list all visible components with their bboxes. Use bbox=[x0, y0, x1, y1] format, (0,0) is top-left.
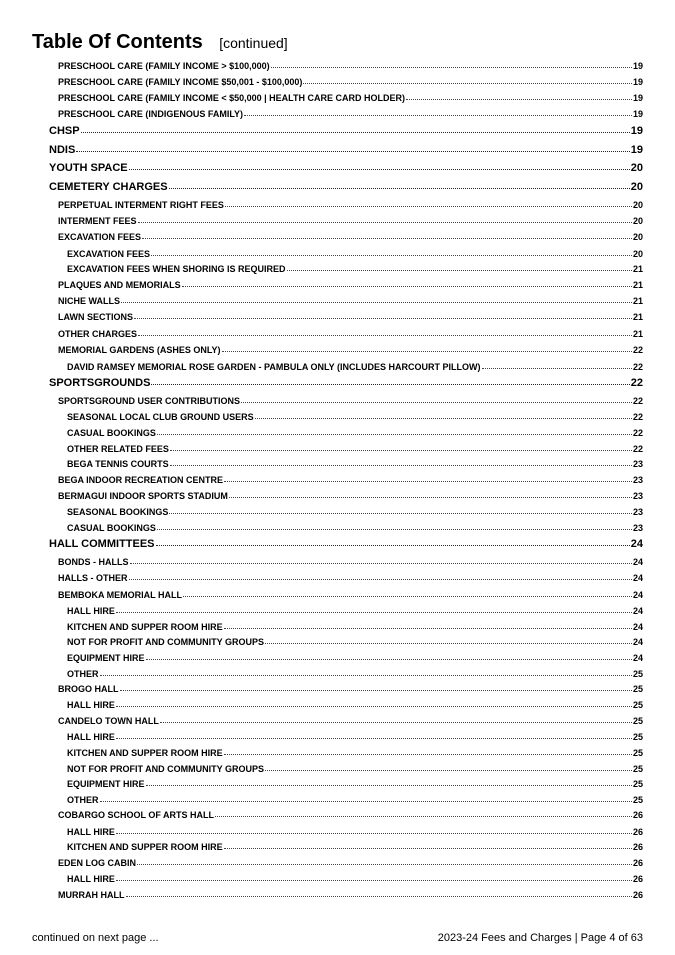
toc-entry-page: 19 bbox=[632, 93, 643, 103]
toc-entry-page: 25 bbox=[632, 779, 643, 789]
toc-entry-page: 23 bbox=[632, 507, 643, 517]
toc-entry-label: LAWN SECTIONS bbox=[58, 312, 134, 322]
toc-entry-label: CEMETERY CHARGES bbox=[49, 181, 168, 193]
toc-entry-label: HALLS - OTHER bbox=[58, 573, 128, 583]
toc-leader-dots bbox=[169, 180, 630, 190]
toc-entry-label: PRESCHOOL CARE (FAMILY INCOME > $100,000) bbox=[58, 61, 270, 71]
toc-entry-page: 26 bbox=[632, 842, 643, 852]
toc-entry-page: 19 bbox=[630, 144, 643, 156]
toc-leader-dots bbox=[229, 489, 632, 499]
toc-leader-dots bbox=[100, 793, 632, 803]
toc-entry-label: SEASONAL LOCAL CLUB GROUND USERS bbox=[67, 412, 254, 422]
toc-entry-label: DAVID RAMSEY MEMORIAL ROSE GARDEN - PAMBULA ONLY (INCLUDES HARCOURT PILLOW) bbox=[67, 362, 481, 372]
toc-entry-label: HALL HIRE bbox=[67, 874, 115, 884]
toc-leader-dots bbox=[224, 746, 632, 756]
toc-leader-dots bbox=[265, 635, 632, 645]
toc-entry[interactable] bbox=[67, 635, 643, 650]
toc-entry[interactable] bbox=[67, 521, 643, 536]
toc-leader-dots bbox=[241, 394, 632, 404]
toc-leader-dots bbox=[244, 107, 632, 117]
toc-entry[interactable] bbox=[58, 571, 643, 586]
toc-entry-page: 19 bbox=[632, 77, 643, 87]
toc-leader-dots bbox=[215, 808, 632, 818]
toc-leader-dots bbox=[134, 310, 632, 320]
toc-entry-label: KITCHEN AND SUPPER ROOM HIRE bbox=[67, 622, 223, 632]
toc-entry-page: 24 bbox=[632, 653, 643, 663]
toc-entry[interactable] bbox=[67, 604, 643, 619]
toc-entry[interactable] bbox=[49, 143, 643, 158]
toc-entry-label: HALL HIRE bbox=[67, 732, 115, 742]
toc-leader-dots bbox=[137, 856, 632, 866]
toc-entry[interactable] bbox=[58, 343, 643, 358]
toc-leader-dots bbox=[160, 714, 632, 724]
toc-entry[interactable] bbox=[58, 75, 643, 90]
toc-entry-page: 20 bbox=[630, 181, 643, 193]
toc-entry-label: BERMAGUI INDOOR SPORTS STADIUM bbox=[58, 491, 228, 501]
toc-entry-label: PRESCHOOL CARE (INDIGENOUS FAMILY) bbox=[58, 109, 244, 119]
toc-entry[interactable] bbox=[58, 294, 643, 309]
toc-leader-dots bbox=[116, 872, 632, 882]
toc-entry-label: INTERMENT FEES bbox=[58, 216, 137, 226]
toc-entry-label: SPORTSGROUND USER CONTRIBUTIONS bbox=[58, 396, 241, 406]
toc-entry[interactable] bbox=[67, 505, 643, 520]
toc-entry-label: BEGA TENNIS COURTS bbox=[67, 459, 169, 469]
toc-entry[interactable] bbox=[67, 746, 643, 761]
toc-entry-label: BROGO HALL bbox=[58, 684, 119, 694]
toc-entry-page: 19 bbox=[632, 61, 643, 71]
toc-leader-dots bbox=[224, 840, 632, 850]
toc-entry-label: EXCAVATION FEES bbox=[67, 249, 151, 259]
toc-entry-label: EXCAVATION FEES WHEN SHORING IS REQUIRED bbox=[67, 264, 286, 274]
page-title: Table Of Contents bbox=[32, 31, 203, 53]
toc-leader-dots bbox=[151, 376, 629, 386]
toc-entry-page: 24 bbox=[632, 637, 643, 647]
toc-entry-label: YOUTH SPACE bbox=[49, 162, 128, 174]
toc-entry-label: HALL HIRE bbox=[67, 700, 115, 710]
toc-leader-dots bbox=[222, 343, 632, 353]
toc-entry[interactable] bbox=[67, 825, 643, 840]
toc-entry-page: 24 bbox=[630, 538, 643, 550]
toc-leader-dots bbox=[182, 278, 632, 288]
toc-entry[interactable] bbox=[67, 457, 643, 472]
toc-entry-page: 20 bbox=[632, 249, 643, 259]
toc-entry-page: 23 bbox=[632, 459, 643, 469]
toc-entry-page: 20 bbox=[632, 216, 643, 226]
toc-leader-dots bbox=[255, 410, 632, 420]
toc-entry[interactable] bbox=[67, 262, 643, 277]
toc-entry[interactable] bbox=[58, 310, 643, 325]
toc-entry-label: EDEN LOG CABIN bbox=[58, 858, 137, 868]
toc-entry[interactable] bbox=[58, 91, 643, 106]
toc-entry[interactable] bbox=[67, 410, 643, 425]
toc-entry-page: 26 bbox=[632, 810, 643, 820]
toc-leader-dots bbox=[129, 571, 632, 581]
toc-entry-label: NICHE WALLS bbox=[58, 296, 120, 306]
toc-entry[interactable] bbox=[58, 489, 643, 504]
toc-entry[interactable] bbox=[58, 856, 643, 871]
toc-entry[interactable] bbox=[58, 473, 643, 488]
toc-entry[interactable] bbox=[58, 230, 643, 245]
toc-entry-label: MURRAH HALL bbox=[58, 890, 125, 900]
toc-entry[interactable] bbox=[49, 124, 643, 139]
footer-continued-note: continued on next page ... bbox=[32, 932, 159, 944]
toc-leader-dots bbox=[100, 667, 632, 677]
toc-entry[interactable] bbox=[67, 872, 643, 887]
toc-entry-page: 22 bbox=[632, 345, 643, 355]
toc-leader-dots bbox=[151, 247, 632, 257]
toc-leader-dots bbox=[224, 473, 632, 483]
toc-entry[interactable] bbox=[67, 667, 643, 682]
toc-entry[interactable] bbox=[67, 698, 643, 713]
toc-entry-label: NOT FOR PROFIT AND COMMUNITY GROUPS bbox=[67, 637, 264, 647]
toc-entry-label: EQUIPMENT HIRE bbox=[67, 779, 145, 789]
toc-entry-page: 22 bbox=[632, 412, 643, 422]
toc-entry[interactable] bbox=[58, 278, 643, 293]
toc-entry-page: 19 bbox=[632, 109, 643, 119]
toc-entry-page: 25 bbox=[632, 684, 643, 694]
toc-leader-dots bbox=[156, 537, 630, 547]
toc-entry[interactable] bbox=[67, 247, 643, 262]
toc-entry[interactable] bbox=[58, 555, 643, 570]
toc-entry-label: MEMORIAL GARDENS (ASHES ONLY) bbox=[58, 345, 221, 355]
toc-entry-label: SEASONAL BOOKINGS bbox=[67, 507, 169, 517]
toc-entry-page: 21 bbox=[632, 296, 643, 306]
toc-entry-label: OTHER bbox=[67, 669, 99, 679]
toc-entry-label: BONDS - HALLS bbox=[58, 557, 129, 567]
toc-entry[interactable] bbox=[58, 394, 643, 409]
toc-entry-label: EQUIPMENT HIRE bbox=[67, 653, 145, 663]
toc-entry-label: HALL COMMITTEES bbox=[49, 538, 155, 550]
toc-entry-page: 25 bbox=[632, 795, 643, 805]
toc-leader-dots bbox=[120, 682, 632, 692]
toc-entry[interactable] bbox=[58, 107, 643, 122]
toc-entry-page: 23 bbox=[632, 491, 643, 501]
toc-leader-dots bbox=[265, 762, 632, 772]
toc-entry-page: 26 bbox=[632, 890, 643, 900]
toc-entry[interactable] bbox=[67, 793, 643, 808]
toc-leader-dots bbox=[116, 730, 632, 740]
toc-entry[interactable] bbox=[67, 620, 643, 635]
toc-leader-dots bbox=[129, 161, 630, 171]
footer-page-info: 2023-24 Fees and Charges | Page 4 of 63 bbox=[437, 932, 643, 944]
toc-entry-label: OTHER bbox=[67, 795, 99, 805]
toc-entry-label: BEMBOKA MEMORIAL HALL bbox=[58, 590, 182, 600]
toc-entry-label: PERPETUAL INTERMENT RIGHT FEES bbox=[58, 200, 224, 210]
toc-entry-label: HALL HIRE bbox=[67, 606, 115, 616]
toc-entry-label: COBARGO SCHOOL OF ARTS HALL bbox=[58, 810, 214, 820]
toc-leader-dots bbox=[146, 651, 632, 661]
toc-leader-dots bbox=[183, 588, 632, 598]
toc-entry-page: 24 bbox=[632, 557, 643, 567]
toc-entry-page: 22 bbox=[632, 396, 643, 406]
toc-entry-label: PRESCHOOL CARE (FAMILY INCOME < $50,000 | HEALTH CARE CARD HOLDER) bbox=[58, 93, 405, 103]
toc-entry-page: 25 bbox=[632, 716, 643, 726]
toc-entry[interactable] bbox=[58, 808, 643, 823]
toc-leader-dots bbox=[76, 143, 629, 153]
toc-entry-page: 22 bbox=[632, 362, 643, 372]
toc-leader-dots bbox=[170, 442, 632, 452]
toc-leader-dots bbox=[303, 75, 632, 85]
toc-entry-page: 26 bbox=[632, 827, 643, 837]
toc-leader-dots bbox=[224, 620, 632, 630]
toc-entry-page: 25 bbox=[632, 748, 643, 758]
toc-entry-label: CANDELO TOWN HALL bbox=[58, 716, 159, 726]
toc-leader-dots bbox=[406, 91, 632, 101]
toc-entry-page: 25 bbox=[632, 700, 643, 710]
toc-entry[interactable] bbox=[49, 161, 643, 176]
toc-entry-page: 24 bbox=[632, 590, 643, 600]
toc-entry-label: HALL HIRE bbox=[67, 827, 115, 837]
toc-entry-label: PLAQUES AND MEMORIALS bbox=[58, 280, 181, 290]
toc-entry[interactable] bbox=[58, 888, 643, 903]
toc-leader-dots bbox=[116, 698, 632, 708]
toc-leader-dots bbox=[81, 124, 630, 134]
toc-entry-page: 23 bbox=[632, 523, 643, 533]
page-subtitle: [continued] bbox=[219, 35, 288, 51]
toc-entry[interactable] bbox=[67, 777, 643, 792]
toc-leader-dots bbox=[146, 777, 632, 787]
toc-entry-page: 26 bbox=[632, 858, 643, 868]
toc-entry[interactable] bbox=[49, 376, 643, 391]
toc-entry-page: 22 bbox=[632, 428, 643, 438]
toc-entry-label: OTHER RELATED FEES bbox=[67, 444, 169, 454]
toc-entry-page: 24 bbox=[632, 573, 643, 583]
toc-entry[interactable] bbox=[67, 730, 643, 745]
toc-leader-dots bbox=[130, 555, 632, 565]
toc-leader-dots bbox=[169, 505, 632, 515]
toc-leader-dots bbox=[116, 825, 632, 835]
toc-entry[interactable] bbox=[58, 588, 643, 603]
toc-entry-page: 25 bbox=[632, 732, 643, 742]
toc-leader-dots bbox=[116, 604, 632, 614]
toc-entry-page: 24 bbox=[632, 622, 643, 632]
toc-entry-label: SPORTSGROUNDS bbox=[49, 377, 151, 389]
toc-entry[interactable] bbox=[58, 198, 643, 213]
toc-entry-label: OTHER CHARGES bbox=[58, 329, 138, 339]
toc-leader-dots bbox=[157, 521, 632, 531]
title-row bbox=[32, 31, 288, 54]
toc-entry-label: NDIS bbox=[49, 144, 76, 156]
toc-entry-page: 21 bbox=[632, 280, 643, 290]
toc-entry-label: CHSP bbox=[49, 125, 80, 137]
toc-entry-label: CASUAL BOOKINGS bbox=[67, 523, 156, 533]
toc-entry[interactable] bbox=[67, 651, 643, 666]
toc-entry[interactable] bbox=[67, 442, 643, 457]
toc-leader-dots bbox=[271, 59, 632, 69]
toc-leader-dots bbox=[225, 198, 632, 208]
toc-entry-label: EXCAVATION FEES bbox=[58, 232, 142, 242]
toc-leader-dots bbox=[157, 426, 632, 436]
toc-entry-page: 20 bbox=[632, 232, 643, 242]
toc-entry[interactable] bbox=[58, 682, 643, 697]
toc-entry-page: 23 bbox=[632, 475, 643, 485]
toc-leader-dots bbox=[138, 214, 632, 224]
toc-leader-dots bbox=[126, 888, 632, 898]
toc-entry[interactable] bbox=[67, 360, 643, 375]
toc-leader-dots bbox=[287, 262, 632, 272]
toc-entry[interactable] bbox=[58, 327, 643, 342]
toc-entry-page: 26 bbox=[632, 874, 643, 884]
toc-entry[interactable] bbox=[49, 180, 643, 195]
toc-entry[interactable] bbox=[67, 762, 643, 777]
toc-leader-dots bbox=[170, 457, 632, 467]
toc-entry[interactable] bbox=[67, 426, 643, 441]
toc-entry-label: BEGA INDOOR RECREATION CENTRE bbox=[58, 475, 224, 485]
toc-entry-page: 22 bbox=[632, 444, 643, 454]
toc-entry-label: NOT FOR PROFIT AND COMMUNITY GROUPS bbox=[67, 764, 264, 774]
toc-entry-label: KITCHEN AND SUPPER ROOM HIRE bbox=[67, 842, 223, 852]
toc-entry-page: 19 bbox=[630, 125, 643, 137]
toc-entry-page: 25 bbox=[632, 764, 643, 774]
toc-entry-page: 21 bbox=[632, 329, 643, 339]
toc-entry[interactable] bbox=[49, 537, 643, 552]
toc-entry-label: CASUAL BOOKINGS bbox=[67, 428, 156, 438]
toc-entry-page: 21 bbox=[632, 264, 643, 274]
toc-entry-label: PRESCHOOL CARE (FAMILY INCOME $50,001 - $100,000) bbox=[58, 77, 303, 87]
toc-leader-dots bbox=[482, 360, 632, 370]
toc-entry-page: 20 bbox=[630, 162, 643, 174]
toc-entry-label: KITCHEN AND SUPPER ROOM HIRE bbox=[67, 748, 223, 758]
toc-entry-page: 24 bbox=[632, 606, 643, 616]
toc-entry[interactable] bbox=[58, 59, 643, 74]
toc-leader-dots bbox=[138, 327, 632, 337]
toc-leader-dots bbox=[121, 294, 632, 304]
toc-entry-page: 25 bbox=[632, 669, 643, 679]
toc-entry-page: 21 bbox=[632, 312, 643, 322]
toc-entry[interactable] bbox=[67, 840, 643, 855]
toc-entry-page: 20 bbox=[632, 200, 643, 210]
toc-entry[interactable] bbox=[58, 714, 643, 729]
toc-entry[interactable] bbox=[58, 214, 643, 229]
toc-entry-page: 22 bbox=[630, 377, 643, 389]
toc-leader-dots bbox=[142, 230, 632, 240]
